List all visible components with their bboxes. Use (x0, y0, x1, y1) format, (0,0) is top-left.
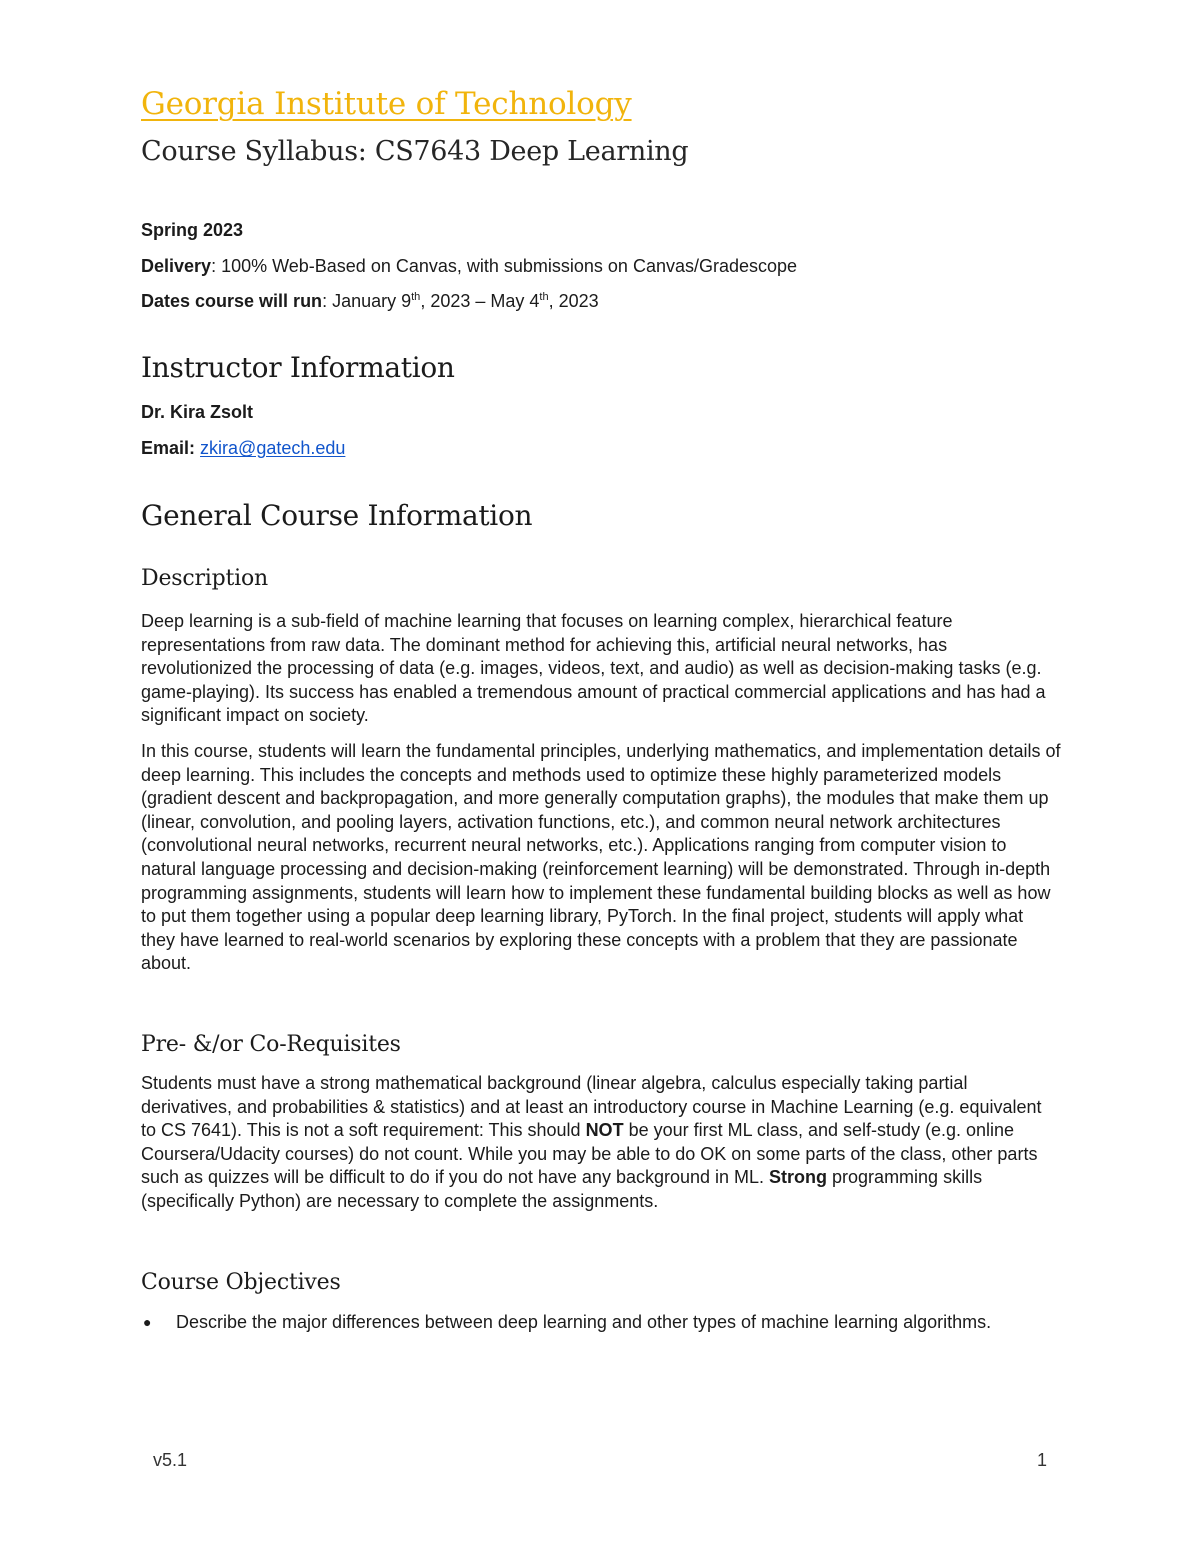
instructor-name: Dr. Kira Zsolt (141, 402, 254, 422)
delivery-value: : 100% Web-Based on Canvas, with submissions on Canvas/Gradescope (211, 256, 798, 276)
delivery-label: Delivery (141, 256, 212, 276)
description-paragraph-2: In this course, students will learn the fundamental principles, underlying mathematics, and implementation details of deep learning. This includes the concepts and methods used to optimize these highly parameterized models (gradient descent and backpropagation, and more generally computation graphs), the modules that make them up (linear, convolution, and pooling layers, activation functions, etc.), and common neural network architectures (convolutional neural networks, recurrent neural networks, etc.). Applications ranging from computer vision to natural language processing and decision-making (reinforcement learning) will be demonstrated. Through in-depth programming assignments, students will learn how to implement these fundamental building blocks as well as how to put them together using a popular deep learning library, PyTorch. In the final project, students will apply what they have learned to real-world scenarios by exploring these concepts with a problem that they are passionate about. (141, 741, 1061, 974)
prerequisites-heading: Pre- &/or Co-Requisites (141, 1032, 401, 1057)
dates-label: Dates course will run (141, 291, 323, 311)
prereq-text-1: Students must have a strong mathematical background (linear algebra, calculus especially taking partial derivatives, and probabilities & statistics) and at least an introductory course in Machine Learning (e.g. equivalent to CS 7641). This is not a soft requirement: This should (141, 1073, 1042, 1141)
footer-version: v5.1 (153, 1450, 188, 1470)
dates-prefix: : January 9 (322, 291, 412, 311)
description-paragraph-1: Deep learning is a sub-field of machine learning that focuses on learning complex, hierarchical feature representations from raw data. The dominant method for achieving this, artificial neural networks, has revolutionized the processing of data (e.g. images, videos, text, and audio) as well as decision-making tasks (e.g. game-playing). Its success has enabled a tremendous amount of practical commercial applications and has had a significant impact on society. (141, 611, 1046, 726)
general-info-heading: General Course Information (141, 499, 533, 532)
prerequisites-paragraph (141, 1072, 1061, 1214)
objective-item (141, 1311, 1061, 1335)
term-line (141, 219, 243, 241)
objectives-heading: Course Objectives (141, 1270, 341, 1295)
prereq-text-2: be your first ML class, and self-study (e.g. online Coursera/Udacity courses) do not count. While you may be able to do OK on some parts of the class, other parts such as quizzes will be difficult to do if you do not have any background in ML. (141, 1120, 1038, 1188)
bullet-icon: ● (143, 1314, 152, 1330)
objective-text: Describe the major differences between deep learning and other types of machine learning algorithms. (176, 1312, 992, 1332)
footer-page-number: 1 (1037, 1450, 1048, 1470)
dates-line (141, 290, 599, 312)
prereq-emphasis-not: NOT (585, 1120, 624, 1141)
email-link[interactable]: zkira@gatech.edu (200, 438, 346, 458)
delivery-line (141, 255, 797, 277)
prereq-text-3: programming skills (specifically Python) are necessary to complete the assignments. (141, 1167, 983, 1211)
course-title: Course Syllabus: CS7643 Deep Learning (141, 136, 689, 167)
email-label: Email: (141, 438, 196, 458)
description-heading: Description (141, 566, 268, 591)
instructor-heading: Instructor Information (141, 351, 455, 384)
dates-sup-start: th (411, 291, 421, 303)
term-label: Spring 2023 (141, 220, 244, 240)
institution-title: Georgia Institute of Technology (141, 86, 632, 122)
prereq-emphasis-strong: Strong (769, 1167, 828, 1188)
objectives-list (141, 1311, 1061, 1335)
dates-middle: , 2023 – May 4 (420, 291, 540, 311)
instructor-email-line (141, 437, 345, 459)
dates-suffix: , 2023 (548, 291, 599, 311)
instructor-name-line (141, 401, 253, 423)
dates-sup-end: th (539, 291, 549, 303)
